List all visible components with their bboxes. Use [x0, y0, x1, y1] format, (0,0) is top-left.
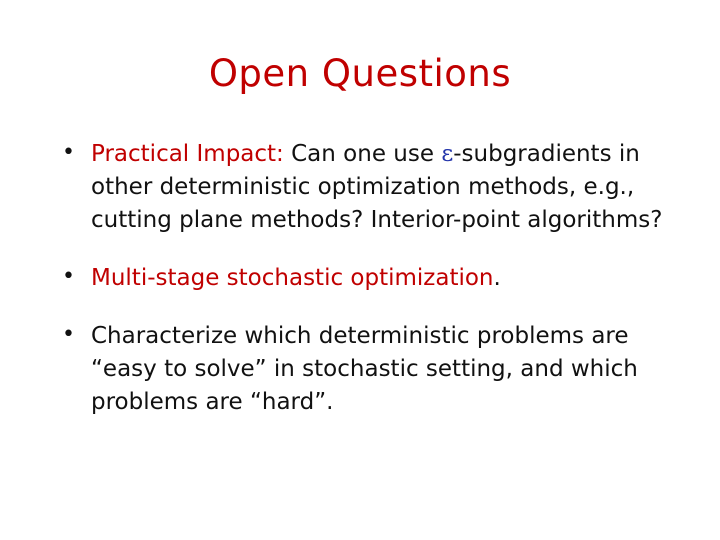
bullet-highlight: Practical Impact: [91, 141, 284, 167]
slide-title: Open Questions [208, 52, 512, 95]
bullet-text: -subgradients in other deterministic optimization methods, e.g., cutting plane methods? Interior-point algorithms? [91, 141, 663, 233]
epsilon-symbol: ε [441, 141, 454, 167]
bullet-item-practical-impact [60, 138, 690, 237]
bullet-text: Can one use [283, 141, 442, 167]
bullet-list [60, 138, 690, 444]
bullet-item-multistage [60, 262, 690, 295]
bullet-icon: • [62, 264, 75, 289]
bullet-item-characterize [60, 320, 690, 419]
bullet-icon: • [62, 140, 75, 165]
bullet-highlight: Multi-stage stochastic optimization [91, 265, 494, 291]
bullet-text: Characterize which deterministic problems are “easy to solve” in stochastic setting, and which problems are “hard”. [91, 323, 638, 415]
bullet-text: . [493, 265, 501, 291]
bullet-icon: • [62, 322, 75, 347]
